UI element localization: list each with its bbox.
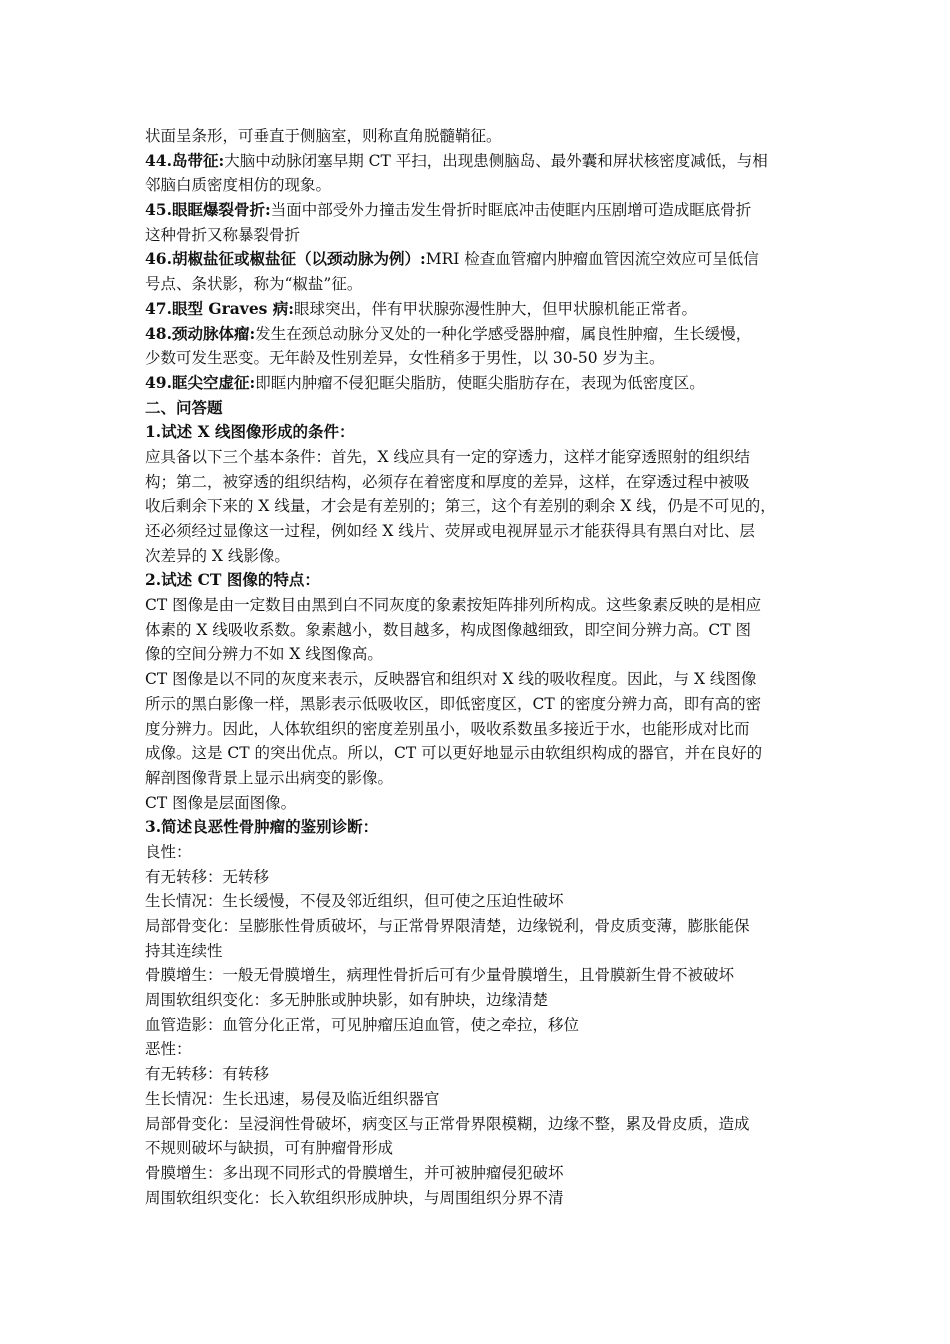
body-text: 骨膜增生：多出现不同形式的骨膜增生，并可被肿瘤侵犯破坏 bbox=[145, 1163, 564, 1182]
bold-heading: 49.眶尖空虚征: bbox=[145, 372, 256, 392]
text-line bbox=[145, 420, 813, 445]
text-line bbox=[145, 445, 813, 470]
text-line bbox=[145, 667, 813, 692]
text-line bbox=[145, 791, 813, 816]
text-line bbox=[145, 149, 813, 174]
text-line bbox=[145, 470, 813, 495]
text-line bbox=[145, 247, 813, 272]
text-line bbox=[145, 272, 813, 297]
text-line bbox=[145, 717, 813, 742]
text-line bbox=[145, 346, 813, 371]
body-text: 次差异的 X 线影像。 bbox=[145, 546, 290, 565]
text-line bbox=[145, 741, 813, 766]
text-line bbox=[145, 1136, 813, 1161]
text-line bbox=[145, 988, 813, 1013]
bold-heading: 45.眼眶爆裂骨折: bbox=[145, 200, 271, 220]
body-text: 即眶内肿瘤不侵犯眶尖脂肪，使眶尖脂肪存在，表现为低密度区。 bbox=[255, 373, 705, 392]
body-text: 像的空间分辨力不如 X 线图像高。 bbox=[145, 645, 383, 664]
body-text: CT 图像是由一定数目由黑到白不同灰度的象素按矩阵排列所构成。这些象素反映的是相应 bbox=[145, 596, 762, 615]
text-line bbox=[145, 1037, 813, 1062]
body-text: 局部骨变化：呈膨胀性骨质破坏，与正常骨界限清楚，边缘锐利，骨皮质变薄，膨胀能保 bbox=[145, 917, 750, 935]
body-text: 局部骨变化：呈浸润性骨破坏，病变区与正常骨界限模糊，边缘不整，累及骨皮质，造成 bbox=[145, 1114, 750, 1133]
body-text: 度分辨力。因此，人体软组织的密度差别虽小，吸收系数虽多接近于水，也能形成对比而 bbox=[145, 719, 750, 738]
document-page bbox=[145, 124, 813, 1210]
text-line bbox=[145, 963, 813, 988]
text-line bbox=[145, 223, 813, 248]
text-line bbox=[145, 198, 813, 223]
body-text: 血管造影：血管分化正常，可见肿瘤压迫血管，使之牵拉，移位 bbox=[145, 1015, 580, 1034]
body-text: 成像。这是 CT 的突出优点。所以，CT 可以更好地显示由软组织构成的器官，并在良好的 bbox=[145, 744, 763, 763]
body-text: 恶性： bbox=[145, 1040, 192, 1059]
text-line bbox=[145, 173, 813, 198]
body-text: 构；第二，被穿透的组织结构，必须存在着密度和厚度的差异，这样，在穿透过程中被吸 bbox=[145, 472, 750, 491]
body-text: 应具备以下三个基本条件：首先，X 线应具有一定的穿透力，这样才能穿透照射的组织结 bbox=[145, 447, 750, 466]
body-text: 不规则破坏与缺损，可有肿瘤骨形成 bbox=[145, 1139, 394, 1158]
bold-heading: 48.颈动脉体瘤: bbox=[145, 323, 256, 343]
body-text: 大脑中动脉闭塞早期 CT 平扫，出现患侧脑岛、最外囊和屏状核密度减低，与相 bbox=[224, 151, 768, 170]
bold-heading: 44.岛带征: bbox=[145, 150, 225, 170]
body-text: 解剖图像背景上显示出病变的影像。 bbox=[145, 768, 394, 787]
body-text: CT 图像是层面图像。 bbox=[145, 793, 297, 812]
text-line bbox=[145, 544, 813, 569]
body-text: 有无转移：无转移 bbox=[145, 867, 270, 886]
body-text: 状面呈条形，可垂直于侧脑室，则称直角脱髓鞘征。 bbox=[145, 127, 502, 145]
text-line bbox=[145, 766, 813, 791]
text-line bbox=[145, 1013, 813, 1038]
text-line bbox=[145, 297, 813, 322]
text-line bbox=[145, 322, 813, 347]
text-line bbox=[145, 1186, 813, 1211]
text-line bbox=[145, 396, 813, 421]
body-text: 这种骨折又称暴裂骨折 bbox=[145, 225, 301, 244]
text-line bbox=[145, 1112, 813, 1137]
text-line bbox=[145, 692, 813, 717]
body-text: 良性： bbox=[145, 842, 192, 861]
text-line bbox=[145, 494, 813, 519]
text-line bbox=[145, 1087, 813, 1112]
body-text: 少数可发生恶变。无年龄及性别差异，女性稍多于男性，以 30-50 岁为主。 bbox=[145, 349, 665, 368]
text-line bbox=[145, 1161, 813, 1186]
body-text: 周围软组织变化：多无肿胀或肿块影，如有肿块，边缘清楚 bbox=[145, 991, 549, 1010]
body-text: 收后剩余下来的 X 线量，才会是有差别的；第三，这个有差别的剩余 X 线，仍是不可见的， bbox=[145, 497, 776, 516]
body-text: 眼球突出，伴有甲状腺弥漫性肿大，但甲状腺机能正常者。 bbox=[294, 299, 698, 318]
bold-heading: 46.胡椒盐征或椒盐征（以颈动脉为例）: bbox=[145, 249, 426, 269]
bold-heading: 47.眼型 Graves 病: bbox=[145, 298, 295, 318]
body-text: 邻脑白质密度相仿的现象。 bbox=[145, 176, 332, 195]
text-line bbox=[145, 593, 813, 618]
body-text: 当面中部受外力撞击发生骨折时眶底冲击使眶内压剧增可造成眶底骨折 bbox=[270, 201, 752, 220]
bold-heading: 1.试述 X 线图像形成的条件： bbox=[145, 422, 355, 442]
text-line bbox=[145, 815, 813, 840]
body-text: 号点、条状影，称为“椒盐”征。 bbox=[145, 275, 363, 294]
text-line bbox=[145, 889, 813, 914]
bold-heading: 二、问答题 bbox=[145, 397, 223, 417]
text-line bbox=[145, 124, 813, 149]
text-line bbox=[145, 618, 813, 643]
body-text: 有无转移：有转移 bbox=[145, 1065, 270, 1084]
text-line bbox=[145, 519, 813, 544]
text-line bbox=[145, 642, 813, 667]
body-text: 周围软组织变化：长入软组织形成肿块，与周围组织分界不清 bbox=[145, 1188, 564, 1207]
body-text: 持其连续性 bbox=[145, 941, 223, 960]
bold-heading: 3.简述良恶性骨肿瘤的鉴别诊断： bbox=[145, 817, 379, 837]
text-line bbox=[145, 939, 813, 964]
body-text: 还必须经过显像这一过程，例如经 X 线片、荧屏或电视屏显示才能获得具有黑白对比、层 bbox=[145, 522, 755, 540]
body-text: MRI 检查血管瘤内肿瘤血管因流空效应可呈低信 bbox=[425, 250, 759, 269]
body-text: 生长情况：生长缓慢，不侵及邻近组织，但可使之压迫性破坏 bbox=[145, 892, 564, 911]
text-line bbox=[145, 371, 813, 396]
text-line bbox=[145, 914, 813, 939]
bold-heading: 2.试述 CT 图像的特点： bbox=[145, 570, 320, 590]
body-text: 所示的黑白影像一样，黑影表示低吸收区，即低密度区，CT 的密度分辨力高，即有高的密 bbox=[145, 694, 762, 713]
text-line bbox=[145, 865, 813, 890]
body-text: 体素的 X 线吸收系数。象素越小，数目越多，构成图像越细致，即空间分辨力高。CT 图 bbox=[145, 620, 752, 639]
body-text: 骨膜增生：一般无骨膜增生，病理性骨折后可有少量骨膜增生，且骨膜新生骨不被破坏 bbox=[145, 966, 735, 985]
body-text: 生长情况：生长迅速，易侵及临近组织器官 bbox=[145, 1089, 440, 1108]
body-text: CT 图像是以不同的灰度来表示，反映器官和组织对 X 线的吸收程度。因此，与 X 线图像 bbox=[145, 670, 757, 689]
text-line bbox=[145, 1062, 813, 1087]
text-line bbox=[145, 840, 813, 865]
body-text: 发生在颈总动脉分叉处的一种化学感受器肿瘤，属良性肿瘤，生长缓慢， bbox=[255, 324, 752, 343]
text-line bbox=[145, 568, 813, 593]
